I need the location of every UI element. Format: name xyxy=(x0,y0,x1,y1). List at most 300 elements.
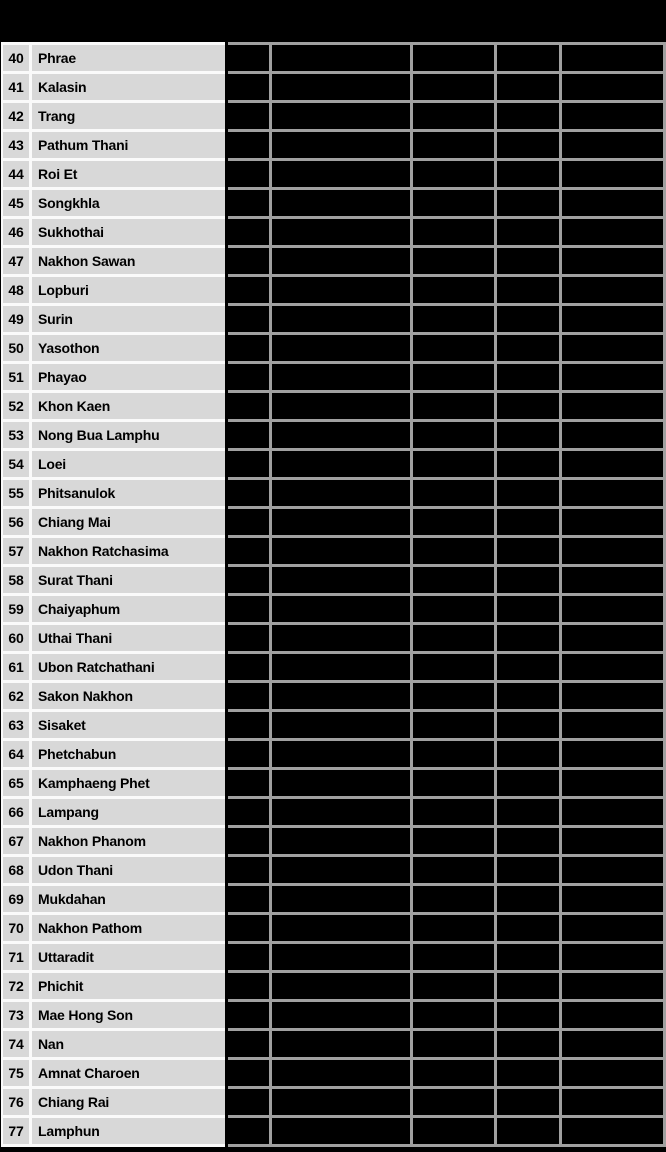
table-row xyxy=(1,364,666,393)
data-cell-5[interactable] xyxy=(562,248,666,277)
data-cell-4[interactable] xyxy=(497,828,562,857)
data-cell-1[interactable] xyxy=(228,1031,272,1060)
row-number-cell[interactable]: 63 xyxy=(1,712,32,741)
data-cell-1[interactable] xyxy=(228,857,272,886)
data-cell-4[interactable] xyxy=(497,799,562,828)
data-cell-5[interactable] xyxy=(562,132,666,161)
data-cell-4[interactable] xyxy=(497,132,562,161)
data-cell-2[interactable] xyxy=(272,509,413,538)
data-cell-4[interactable] xyxy=(497,741,562,770)
data-cell-3[interactable] xyxy=(413,770,497,799)
data-cell-5[interactable] xyxy=(562,799,666,828)
data-cell-5[interactable] xyxy=(562,625,666,654)
data-cell-5[interactable] xyxy=(562,770,666,799)
province-name-cell[interactable]: Yasothon xyxy=(32,335,225,364)
row-number-cell[interactable]: 71 xyxy=(1,944,32,973)
province-name-cell[interactable]: Lopburi xyxy=(32,277,225,306)
province-name-cell[interactable]: Sisaket xyxy=(32,712,225,741)
data-cell-2[interactable] xyxy=(272,712,413,741)
data-cell-1[interactable] xyxy=(228,248,272,277)
row-number-cell[interactable]: 73 xyxy=(1,1002,32,1031)
province-name-cell[interactable]: Sakon Nakhon xyxy=(32,683,225,712)
data-cell-1[interactable] xyxy=(228,1118,272,1147)
data-cell-2[interactable] xyxy=(272,654,413,683)
data-cell-5[interactable] xyxy=(562,1118,666,1147)
data-cell-5[interactable] xyxy=(562,451,666,480)
data-cell-2[interactable] xyxy=(272,1060,413,1089)
data-cell-2[interactable] xyxy=(272,335,413,364)
data-cell-2[interactable] xyxy=(272,103,413,132)
data-cell-3[interactable] xyxy=(413,973,497,1002)
data-cell-3[interactable] xyxy=(413,1060,497,1089)
data-cell-4[interactable] xyxy=(497,103,562,132)
province-name-cell[interactable]: Nakhon Sawan xyxy=(32,248,225,277)
data-cell-4[interactable] xyxy=(497,915,562,944)
data-cell-4[interactable] xyxy=(497,770,562,799)
data-cell-5[interactable] xyxy=(562,103,666,132)
data-cell-3[interactable] xyxy=(413,741,497,770)
data-cell-4[interactable] xyxy=(497,219,562,248)
data-cell-3[interactable] xyxy=(413,857,497,886)
table-row xyxy=(1,480,666,509)
data-cell-5[interactable] xyxy=(562,886,666,915)
data-cell-3[interactable] xyxy=(413,915,497,944)
data-cell-1[interactable] xyxy=(228,915,272,944)
data-cell-3[interactable] xyxy=(413,132,497,161)
row-number-cell[interactable]: 44 xyxy=(1,161,32,190)
row-number-cell[interactable]: 77 xyxy=(1,1118,32,1147)
data-cell-5[interactable] xyxy=(562,219,666,248)
data-cell-2[interactable] xyxy=(272,161,413,190)
data-cell-2[interactable] xyxy=(272,538,413,567)
row-number-cell[interactable]: 57 xyxy=(1,538,32,567)
province-name-cell[interactable]: Surin xyxy=(32,306,225,335)
province-name-cell[interactable]: Sukhothai xyxy=(32,219,225,248)
data-cell-4[interactable] xyxy=(497,886,562,915)
table-header-band xyxy=(0,0,666,42)
data-cell-1[interactable] xyxy=(228,393,272,422)
data-cell-2[interactable] xyxy=(272,886,413,915)
data-cell-4[interactable] xyxy=(497,567,562,596)
table-row xyxy=(1,74,666,103)
data-cell-3[interactable] xyxy=(413,509,497,538)
data-cell-5[interactable] xyxy=(562,277,666,306)
table-row xyxy=(1,828,666,857)
data-cell-3[interactable] xyxy=(413,625,497,654)
data-cell-3[interactable] xyxy=(413,596,497,625)
row-number-cell[interactable]: 49 xyxy=(1,306,32,335)
province-name-cell[interactable]: Mukdahan xyxy=(32,886,225,915)
data-cell-2[interactable] xyxy=(272,944,413,973)
row-number-cell[interactable]: 48 xyxy=(1,277,32,306)
table-row xyxy=(1,132,666,161)
data-cell-5[interactable] xyxy=(562,654,666,683)
data-cell-5[interactable] xyxy=(562,683,666,712)
row-number-cell[interactable]: 52 xyxy=(1,393,32,422)
data-cell-5[interactable] xyxy=(562,335,666,364)
data-cell-4[interactable] xyxy=(497,944,562,973)
row-number-cell[interactable]: 41 xyxy=(1,74,32,103)
data-cell-2[interactable] xyxy=(272,683,413,712)
province-name-cell[interactable]: Lampang xyxy=(32,799,225,828)
data-cell-2[interactable] xyxy=(272,596,413,625)
row-number-cell[interactable]: 47 xyxy=(1,248,32,277)
data-cell-5[interactable] xyxy=(562,973,666,1002)
table-row xyxy=(1,103,666,132)
data-cell-2[interactable] xyxy=(272,770,413,799)
row-number-cell[interactable]: 61 xyxy=(1,654,32,683)
table-row xyxy=(1,45,666,74)
data-cell-3[interactable] xyxy=(413,451,497,480)
row-number-cell[interactable]: 50 xyxy=(1,335,32,364)
data-cell-4[interactable] xyxy=(497,1060,562,1089)
province-name-cell[interactable]: Udon Thani xyxy=(32,857,225,886)
data-cell-5[interactable] xyxy=(562,567,666,596)
data-cell-5[interactable] xyxy=(562,1002,666,1031)
data-cell-1[interactable] xyxy=(228,654,272,683)
data-cell-3[interactable] xyxy=(413,74,497,103)
data-cell-4[interactable] xyxy=(497,364,562,393)
table-bottom-band xyxy=(0,1147,666,1152)
data-cell-2[interactable] xyxy=(272,915,413,944)
data-cell-2[interactable] xyxy=(272,567,413,596)
row-number-cell[interactable]: 45 xyxy=(1,190,32,219)
province-name-cell[interactable]: Phayao xyxy=(32,364,225,393)
data-cell-2[interactable] xyxy=(272,132,413,161)
row-number-cell[interactable]: 75 xyxy=(1,1060,32,1089)
rows-container xyxy=(0,45,666,1147)
row-number-cell[interactable]: 46 xyxy=(1,219,32,248)
data-cell-5[interactable] xyxy=(562,596,666,625)
data-cell-2[interactable] xyxy=(272,45,413,74)
data-cell-3[interactable] xyxy=(413,799,497,828)
data-cell-5[interactable] xyxy=(562,74,666,103)
row-number-cell[interactable]: 70 xyxy=(1,915,32,944)
data-cell-2[interactable] xyxy=(272,219,413,248)
data-cell-4[interactable] xyxy=(497,422,562,451)
row-number-cell[interactable]: 54 xyxy=(1,451,32,480)
province-name-cell[interactable]: Lamphun xyxy=(32,1118,225,1147)
table-row xyxy=(1,1089,666,1118)
data-cell-4[interactable] xyxy=(497,509,562,538)
data-cell-5[interactable] xyxy=(562,161,666,190)
province-name-cell[interactable]: Ubon Ratchathani xyxy=(32,654,225,683)
data-cell-5[interactable] xyxy=(562,306,666,335)
province-name-cell[interactable]: Phichit xyxy=(32,973,225,1002)
province-name-cell[interactable]: Surat Thani xyxy=(32,567,225,596)
table-row xyxy=(1,335,666,364)
data-cell-5[interactable] xyxy=(562,944,666,973)
data-cell-4[interactable] xyxy=(497,74,562,103)
table-row xyxy=(1,538,666,567)
row-number-cell[interactable]: 58 xyxy=(1,567,32,596)
province-name-cell[interactable]: Nong Bua Lamphu xyxy=(32,422,225,451)
data-cell-3[interactable] xyxy=(413,1002,497,1031)
data-cell-5[interactable] xyxy=(562,1089,666,1118)
table-row xyxy=(1,857,666,886)
province-name-cell[interactable]: Nakhon Ratchasima xyxy=(32,538,225,567)
table-row xyxy=(1,770,666,799)
data-cell-1[interactable] xyxy=(228,770,272,799)
data-cell-1[interactable] xyxy=(228,1089,272,1118)
province-name-cell[interactable]: Trang xyxy=(32,103,225,132)
data-cell-4[interactable] xyxy=(497,451,562,480)
data-cell-2[interactable] xyxy=(272,973,413,1002)
data-cell-1[interactable] xyxy=(228,364,272,393)
table-row xyxy=(1,1031,666,1060)
data-cell-1[interactable] xyxy=(228,596,272,625)
table-row xyxy=(1,306,666,335)
row-number-cell[interactable]: 56 xyxy=(1,509,32,538)
row-number-cell[interactable]: 68 xyxy=(1,857,32,886)
data-cell-4[interactable] xyxy=(497,248,562,277)
province-name-cell[interactable]: Uthai Thani xyxy=(32,625,225,654)
data-cell-1[interactable] xyxy=(228,190,272,219)
data-cell-3[interactable] xyxy=(413,828,497,857)
data-cell-1[interactable] xyxy=(228,45,272,74)
data-cell-1[interactable] xyxy=(228,74,272,103)
province-table xyxy=(0,42,666,1147)
data-cell-5[interactable] xyxy=(562,538,666,567)
table-row xyxy=(1,451,666,480)
table-row xyxy=(1,915,666,944)
data-cell-4[interactable] xyxy=(497,1118,562,1147)
data-cell-5[interactable] xyxy=(562,364,666,393)
data-cell-3[interactable] xyxy=(413,886,497,915)
row-number-cell[interactable]: 76 xyxy=(1,1089,32,1118)
data-cell-1[interactable] xyxy=(228,1060,272,1089)
province-name-cell[interactable]: Kalasin xyxy=(32,74,225,103)
data-cell-2[interactable] xyxy=(272,625,413,654)
data-cell-1[interactable] xyxy=(228,219,272,248)
data-cell-3[interactable] xyxy=(413,422,497,451)
data-cell-1[interactable] xyxy=(228,799,272,828)
row-number-cell[interactable]: 59 xyxy=(1,596,32,625)
data-cell-5[interactable] xyxy=(562,1031,666,1060)
data-cell-5[interactable] xyxy=(562,190,666,219)
data-cell-4[interactable] xyxy=(497,335,562,364)
row-number-cell[interactable]: 62 xyxy=(1,683,32,712)
data-cell-1[interactable] xyxy=(228,509,272,538)
table-row xyxy=(1,1118,666,1147)
data-cell-4[interactable] xyxy=(497,1002,562,1031)
table-row xyxy=(1,422,666,451)
table-row xyxy=(1,654,666,683)
data-cell-3[interactable] xyxy=(413,1089,497,1118)
row-number-cell[interactable]: 43 xyxy=(1,132,32,161)
data-cell-5[interactable] xyxy=(562,857,666,886)
data-cell-5[interactable] xyxy=(562,741,666,770)
data-cell-3[interactable] xyxy=(413,683,497,712)
data-cell-4[interactable] xyxy=(497,393,562,422)
data-cell-3[interactable] xyxy=(413,944,497,973)
data-cell-1[interactable] xyxy=(228,1002,272,1031)
data-cell-5[interactable] xyxy=(562,45,666,74)
data-cell-2[interactable] xyxy=(272,306,413,335)
data-cell-4[interactable] xyxy=(497,654,562,683)
data-cell-1[interactable] xyxy=(228,828,272,857)
table-row xyxy=(1,596,666,625)
data-cell-1[interactable] xyxy=(228,944,272,973)
data-cell-4[interactable] xyxy=(497,712,562,741)
data-cell-3[interactable] xyxy=(413,219,497,248)
data-cell-4[interactable] xyxy=(497,277,562,306)
row-number-cell[interactable]: 60 xyxy=(1,625,32,654)
province-name-cell[interactable]: Chaiyaphum xyxy=(32,596,225,625)
data-cell-4[interactable] xyxy=(497,973,562,1002)
province-name-cell[interactable]: Phitsanulok xyxy=(32,480,225,509)
data-cell-2[interactable] xyxy=(272,74,413,103)
data-cell-2[interactable] xyxy=(272,1002,413,1031)
data-cell-2[interactable] xyxy=(272,393,413,422)
row-number-cell[interactable]: 74 xyxy=(1,1031,32,1060)
province-name-cell[interactable]: Khon Kaen xyxy=(32,393,225,422)
data-cell-4[interactable] xyxy=(497,683,562,712)
data-cell-2[interactable] xyxy=(272,1118,413,1147)
row-number-cell[interactable]: 40 xyxy=(1,45,32,74)
data-cell-3[interactable] xyxy=(413,45,497,74)
data-cell-2[interactable] xyxy=(272,828,413,857)
data-cell-3[interactable] xyxy=(413,248,497,277)
province-name-cell[interactable]: Pathum Thani xyxy=(32,132,225,161)
province-name-cell[interactable]: Nakhon Phanom xyxy=(32,828,225,857)
data-cell-4[interactable] xyxy=(497,480,562,509)
data-cell-4[interactable] xyxy=(497,161,562,190)
row-number-cell[interactable]: 67 xyxy=(1,828,32,857)
province-name-cell[interactable]: Songkhla xyxy=(32,190,225,219)
data-cell-4[interactable] xyxy=(497,625,562,654)
data-cell-3[interactable] xyxy=(413,335,497,364)
data-cell-5[interactable] xyxy=(562,480,666,509)
province-name-cell[interactable]: Chiang Mai xyxy=(32,509,225,538)
data-cell-5[interactable] xyxy=(562,915,666,944)
data-cell-1[interactable] xyxy=(228,277,272,306)
province-name-cell[interactable]: Amnat Charoen xyxy=(32,1060,225,1089)
data-cell-2[interactable] xyxy=(272,799,413,828)
province-name-cell[interactable]: Mae Hong Son xyxy=(32,1002,225,1031)
data-cell-3[interactable] xyxy=(413,364,497,393)
table-row xyxy=(1,248,666,277)
data-cell-1[interactable] xyxy=(228,567,272,596)
data-cell-3[interactable] xyxy=(413,306,497,335)
data-cell-2[interactable] xyxy=(272,451,413,480)
data-cell-4[interactable] xyxy=(497,306,562,335)
table-row xyxy=(1,712,666,741)
data-cell-1[interactable] xyxy=(228,132,272,161)
province-name-cell[interactable]: Phrae xyxy=(32,45,225,74)
province-name-cell[interactable]: Kamphaeng Phet xyxy=(32,770,225,799)
data-cell-1[interactable] xyxy=(228,973,272,1002)
data-cell-5[interactable] xyxy=(562,393,666,422)
table-row xyxy=(1,741,666,770)
row-number-cell[interactable]: 65 xyxy=(1,770,32,799)
data-cell-3[interactable] xyxy=(413,712,497,741)
data-cell-2[interactable] xyxy=(272,1089,413,1118)
row-number-cell[interactable]: 53 xyxy=(1,422,32,451)
province-name-cell[interactable]: Nakhon Pathom xyxy=(32,915,225,944)
data-cell-2[interactable] xyxy=(272,364,413,393)
table-row xyxy=(1,219,666,248)
data-cell-3[interactable] xyxy=(413,103,497,132)
data-cell-1[interactable] xyxy=(228,422,272,451)
data-cell-3[interactable] xyxy=(413,1031,497,1060)
row-number-cell[interactable]: 51 xyxy=(1,364,32,393)
data-cell-1[interactable] xyxy=(228,712,272,741)
data-cell-2[interactable] xyxy=(272,248,413,277)
province-name-cell[interactable]: Roi Et xyxy=(32,161,225,190)
data-cell-3[interactable] xyxy=(413,567,497,596)
data-cell-5[interactable] xyxy=(562,422,666,451)
data-cell-4[interactable] xyxy=(497,1089,562,1118)
data-cell-4[interactable] xyxy=(497,596,562,625)
row-number-cell[interactable]: 42 xyxy=(1,103,32,132)
table-row xyxy=(1,799,666,828)
data-cell-3[interactable] xyxy=(413,393,497,422)
data-cell-5[interactable] xyxy=(562,712,666,741)
data-cell-1[interactable] xyxy=(228,886,272,915)
row-number-cell[interactable]: 72 xyxy=(1,973,32,1002)
table-row xyxy=(1,161,666,190)
table-row xyxy=(1,625,666,654)
table-row xyxy=(1,944,666,973)
data-cell-2[interactable] xyxy=(272,277,413,306)
data-cell-1[interactable] xyxy=(228,683,272,712)
data-cell-1[interactable] xyxy=(228,161,272,190)
data-cell-5[interactable] xyxy=(562,509,666,538)
province-name-cell[interactable]: Uttaradit xyxy=(32,944,225,973)
data-cell-4[interactable] xyxy=(497,857,562,886)
table-row xyxy=(1,509,666,538)
data-cell-4[interactable] xyxy=(497,190,562,219)
row-number-cell[interactable]: 64 xyxy=(1,741,32,770)
data-cell-1[interactable] xyxy=(228,480,272,509)
data-cell-2[interactable] xyxy=(272,857,413,886)
data-cell-3[interactable] xyxy=(413,1118,497,1147)
data-cell-5[interactable] xyxy=(562,1060,666,1089)
data-cell-2[interactable] xyxy=(272,1031,413,1060)
data-cell-1[interactable] xyxy=(228,103,272,132)
data-cell-1[interactable] xyxy=(228,451,272,480)
data-cell-2[interactable] xyxy=(272,190,413,219)
data-cell-4[interactable] xyxy=(497,45,562,74)
data-cell-1[interactable] xyxy=(228,538,272,567)
data-cell-4[interactable] xyxy=(497,538,562,567)
data-cell-3[interactable] xyxy=(413,190,497,219)
province-name-cell[interactable]: Chiang Rai xyxy=(32,1089,225,1118)
data-cell-3[interactable] xyxy=(413,277,497,306)
row-number-cell[interactable]: 69 xyxy=(1,886,32,915)
row-number-cell[interactable]: 55 xyxy=(1,480,32,509)
data-cell-1[interactable] xyxy=(228,306,272,335)
data-cell-1[interactable] xyxy=(228,741,272,770)
province-name-cell[interactable]: Loei xyxy=(32,451,225,480)
data-cell-1[interactable] xyxy=(228,335,272,364)
data-cell-1[interactable] xyxy=(228,625,272,654)
province-name-cell[interactable]: Nan xyxy=(32,1031,225,1060)
table-row xyxy=(1,567,666,596)
data-cell-3[interactable] xyxy=(413,654,497,683)
data-cell-2[interactable] xyxy=(272,480,413,509)
data-cell-3[interactable] xyxy=(413,161,497,190)
data-cell-2[interactable] xyxy=(272,422,413,451)
province-name-cell[interactable]: Phetchabun xyxy=(32,741,225,770)
data-cell-5[interactable] xyxy=(562,828,666,857)
data-cell-2[interactable] xyxy=(272,741,413,770)
data-cell-4[interactable] xyxy=(497,1031,562,1060)
row-number-cell[interactable]: 66 xyxy=(1,799,32,828)
data-cell-3[interactable] xyxy=(413,538,497,567)
data-cell-3[interactable] xyxy=(413,480,497,509)
